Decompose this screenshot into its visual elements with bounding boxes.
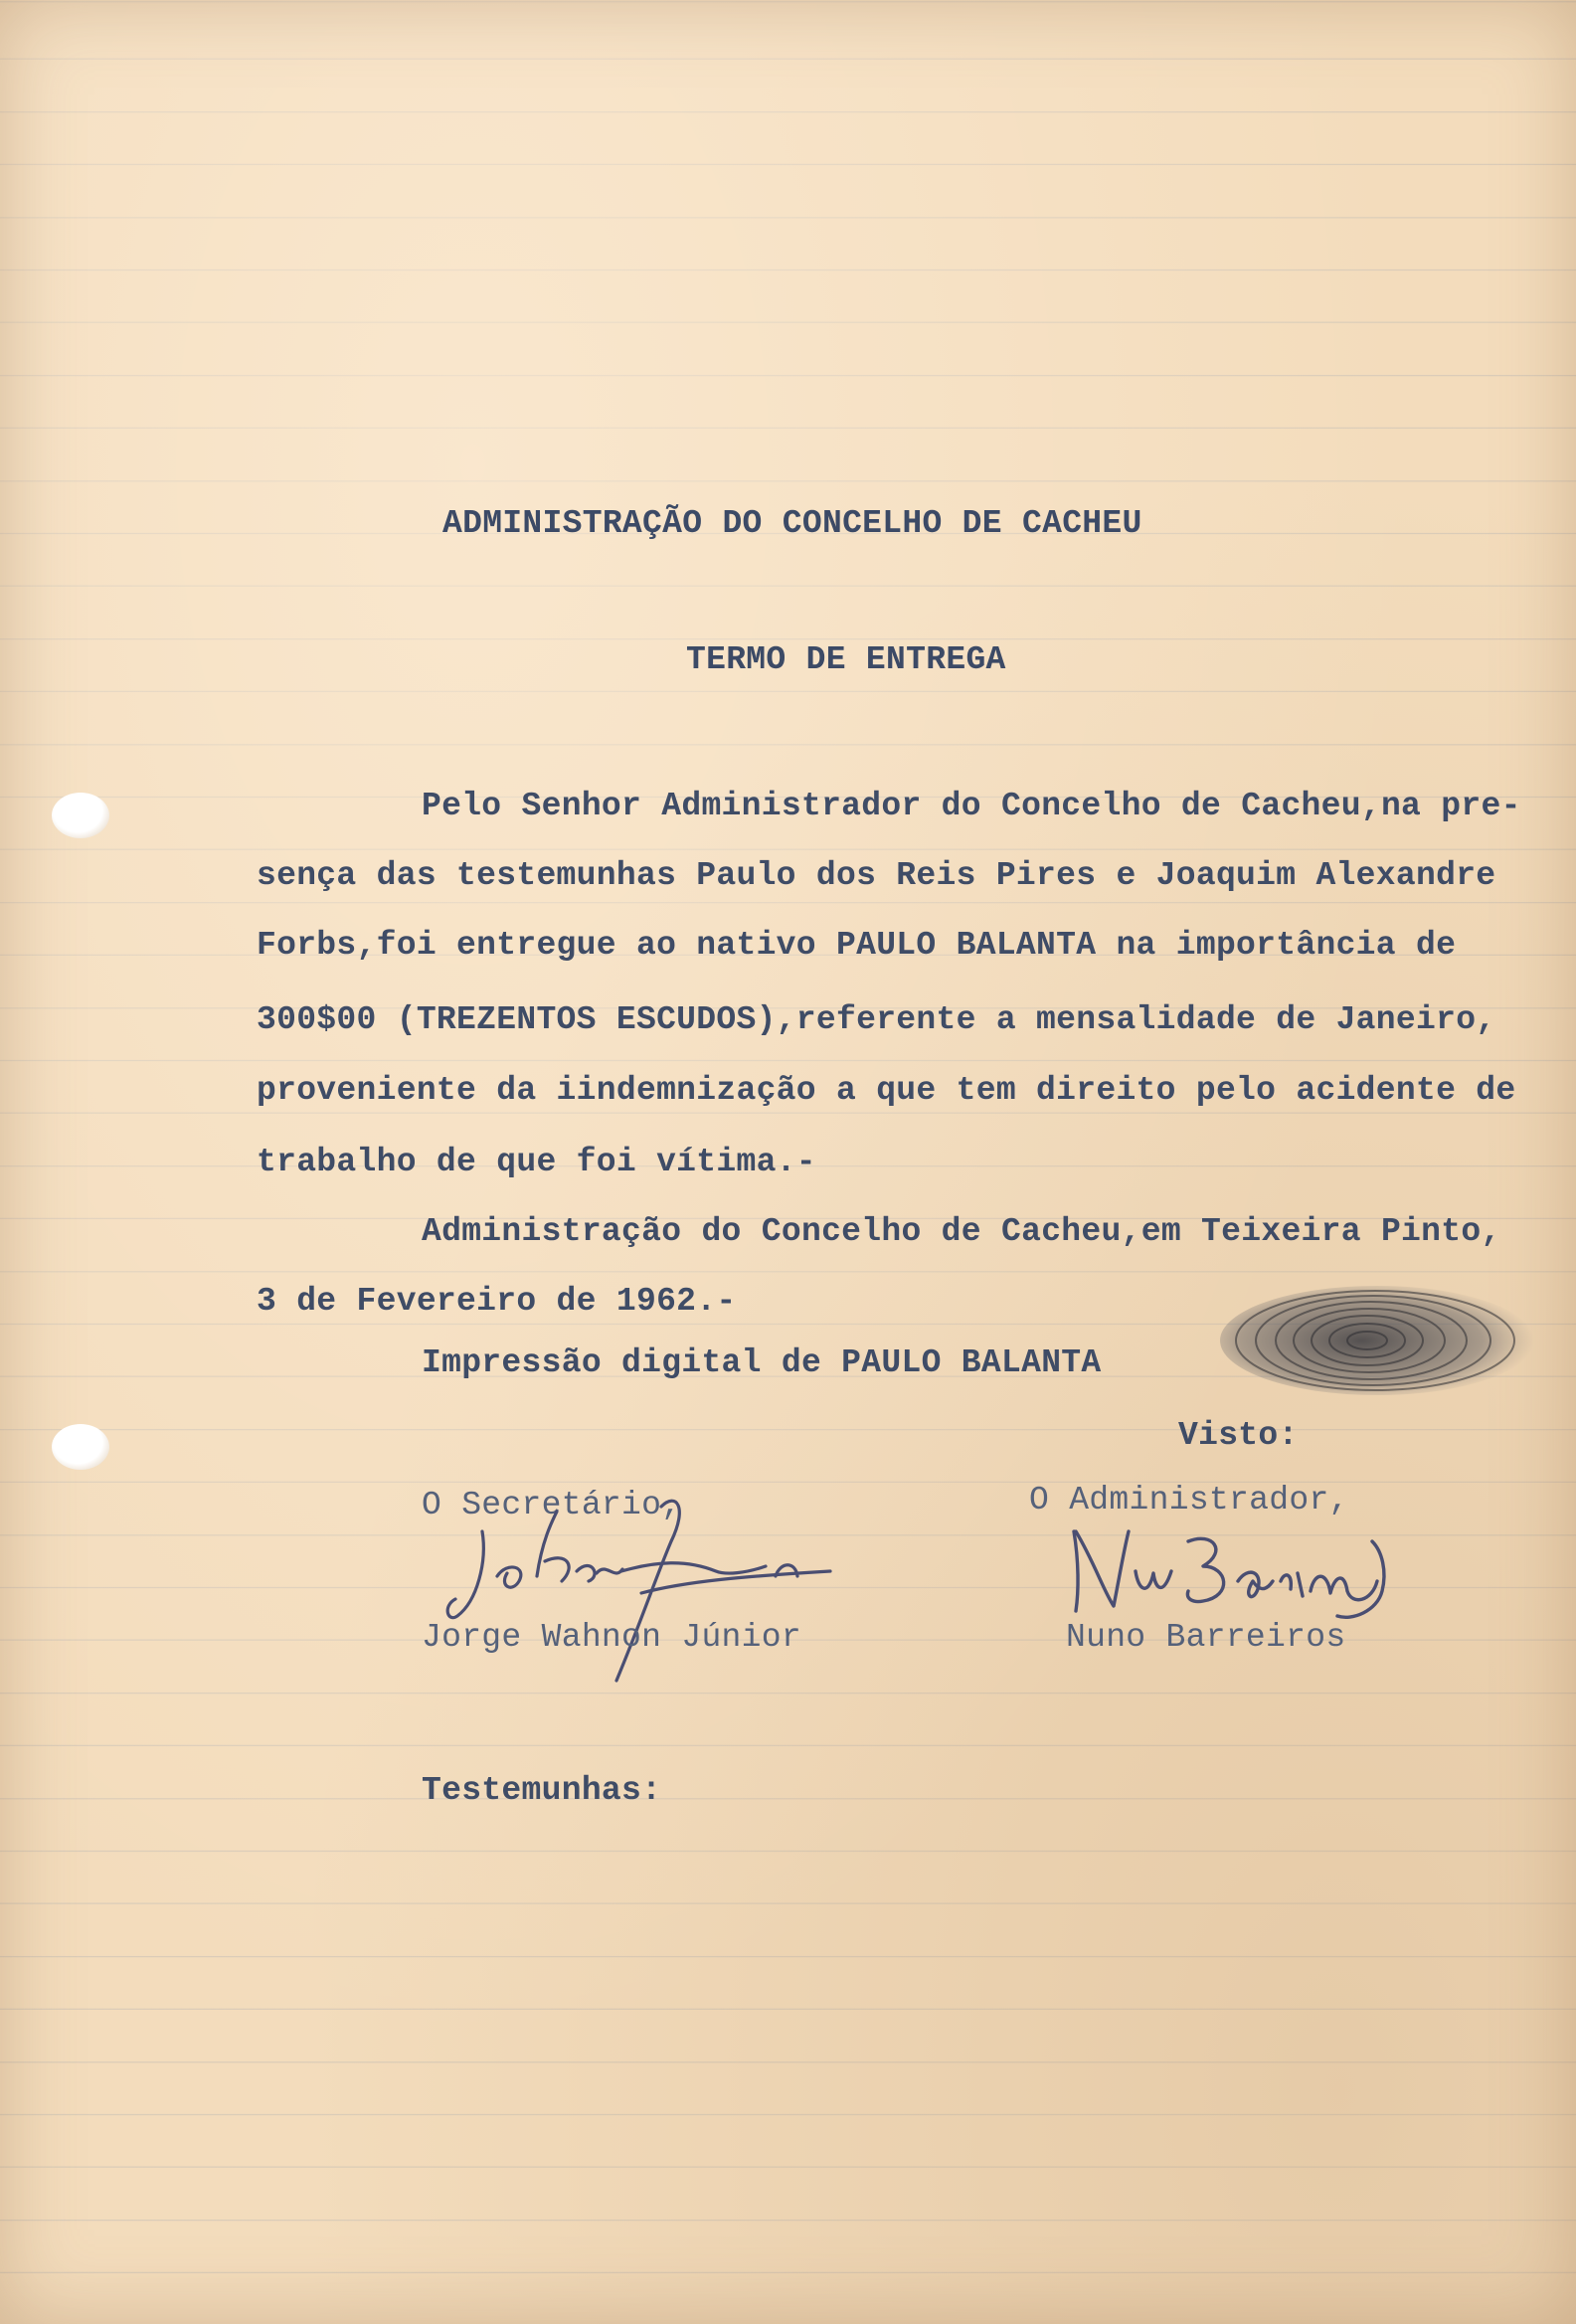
body-line-2: sença das testemunhas Paulo dos Reis Pires e Joaquim Alexandre — [257, 857, 1496, 894]
punch-hole-bottom — [52, 1424, 109, 1470]
body-line-3: Forbs,foi entregue ao nativo PAULO BALANTA na importância de — [257, 927, 1457, 964]
administrator-signature — [1054, 1512, 1432, 1631]
witnesses-label: Testemunhas: — [422, 1772, 662, 1809]
date-line: 3 de Fevereiro de 1962.- — [257, 1283, 737, 1320]
administrator-name: Nuno Barreiros — [1066, 1619, 1346, 1656]
thumbprint-image — [1218, 1281, 1546, 1400]
body-line-6: trabalho de que foi vítima.- — [257, 1144, 816, 1180]
visto-label: Visto: — [1178, 1417, 1299, 1454]
body-line-4: 300$00 (TREZENTOS ESCUDOS),referente a mensalidade de Janeiro, — [257, 1001, 1496, 1038]
secretary-name: Jorge Wahnon Júnior — [422, 1619, 801, 1656]
fingerprint-label: Impressão digital de PAULO BALANTA — [422, 1344, 1102, 1381]
secretary-signature — [428, 1482, 845, 1691]
place-line: Administração do Concelho de Cacheu,em Teixeira Pinto, — [422, 1213, 1501, 1250]
document-header: ADMINISTRAÇÃO DO CONCELHO DE CACHEU — [442, 505, 1142, 542]
document-title: TERMO DE ENTREGA — [686, 641, 1006, 678]
body-line-1: Pelo Senhor Administrador do Concelho de Cacheu,na pre- — [422, 788, 1521, 824]
body-line-5: proveniente da iindemnização a que tem direito pelo acidente de — [257, 1072, 1516, 1109]
administrator-title: O Administrador, — [1029, 1482, 1349, 1519]
secretary-title: O Secretário, — [422, 1487, 682, 1523]
punch-hole-top — [52, 793, 109, 838]
